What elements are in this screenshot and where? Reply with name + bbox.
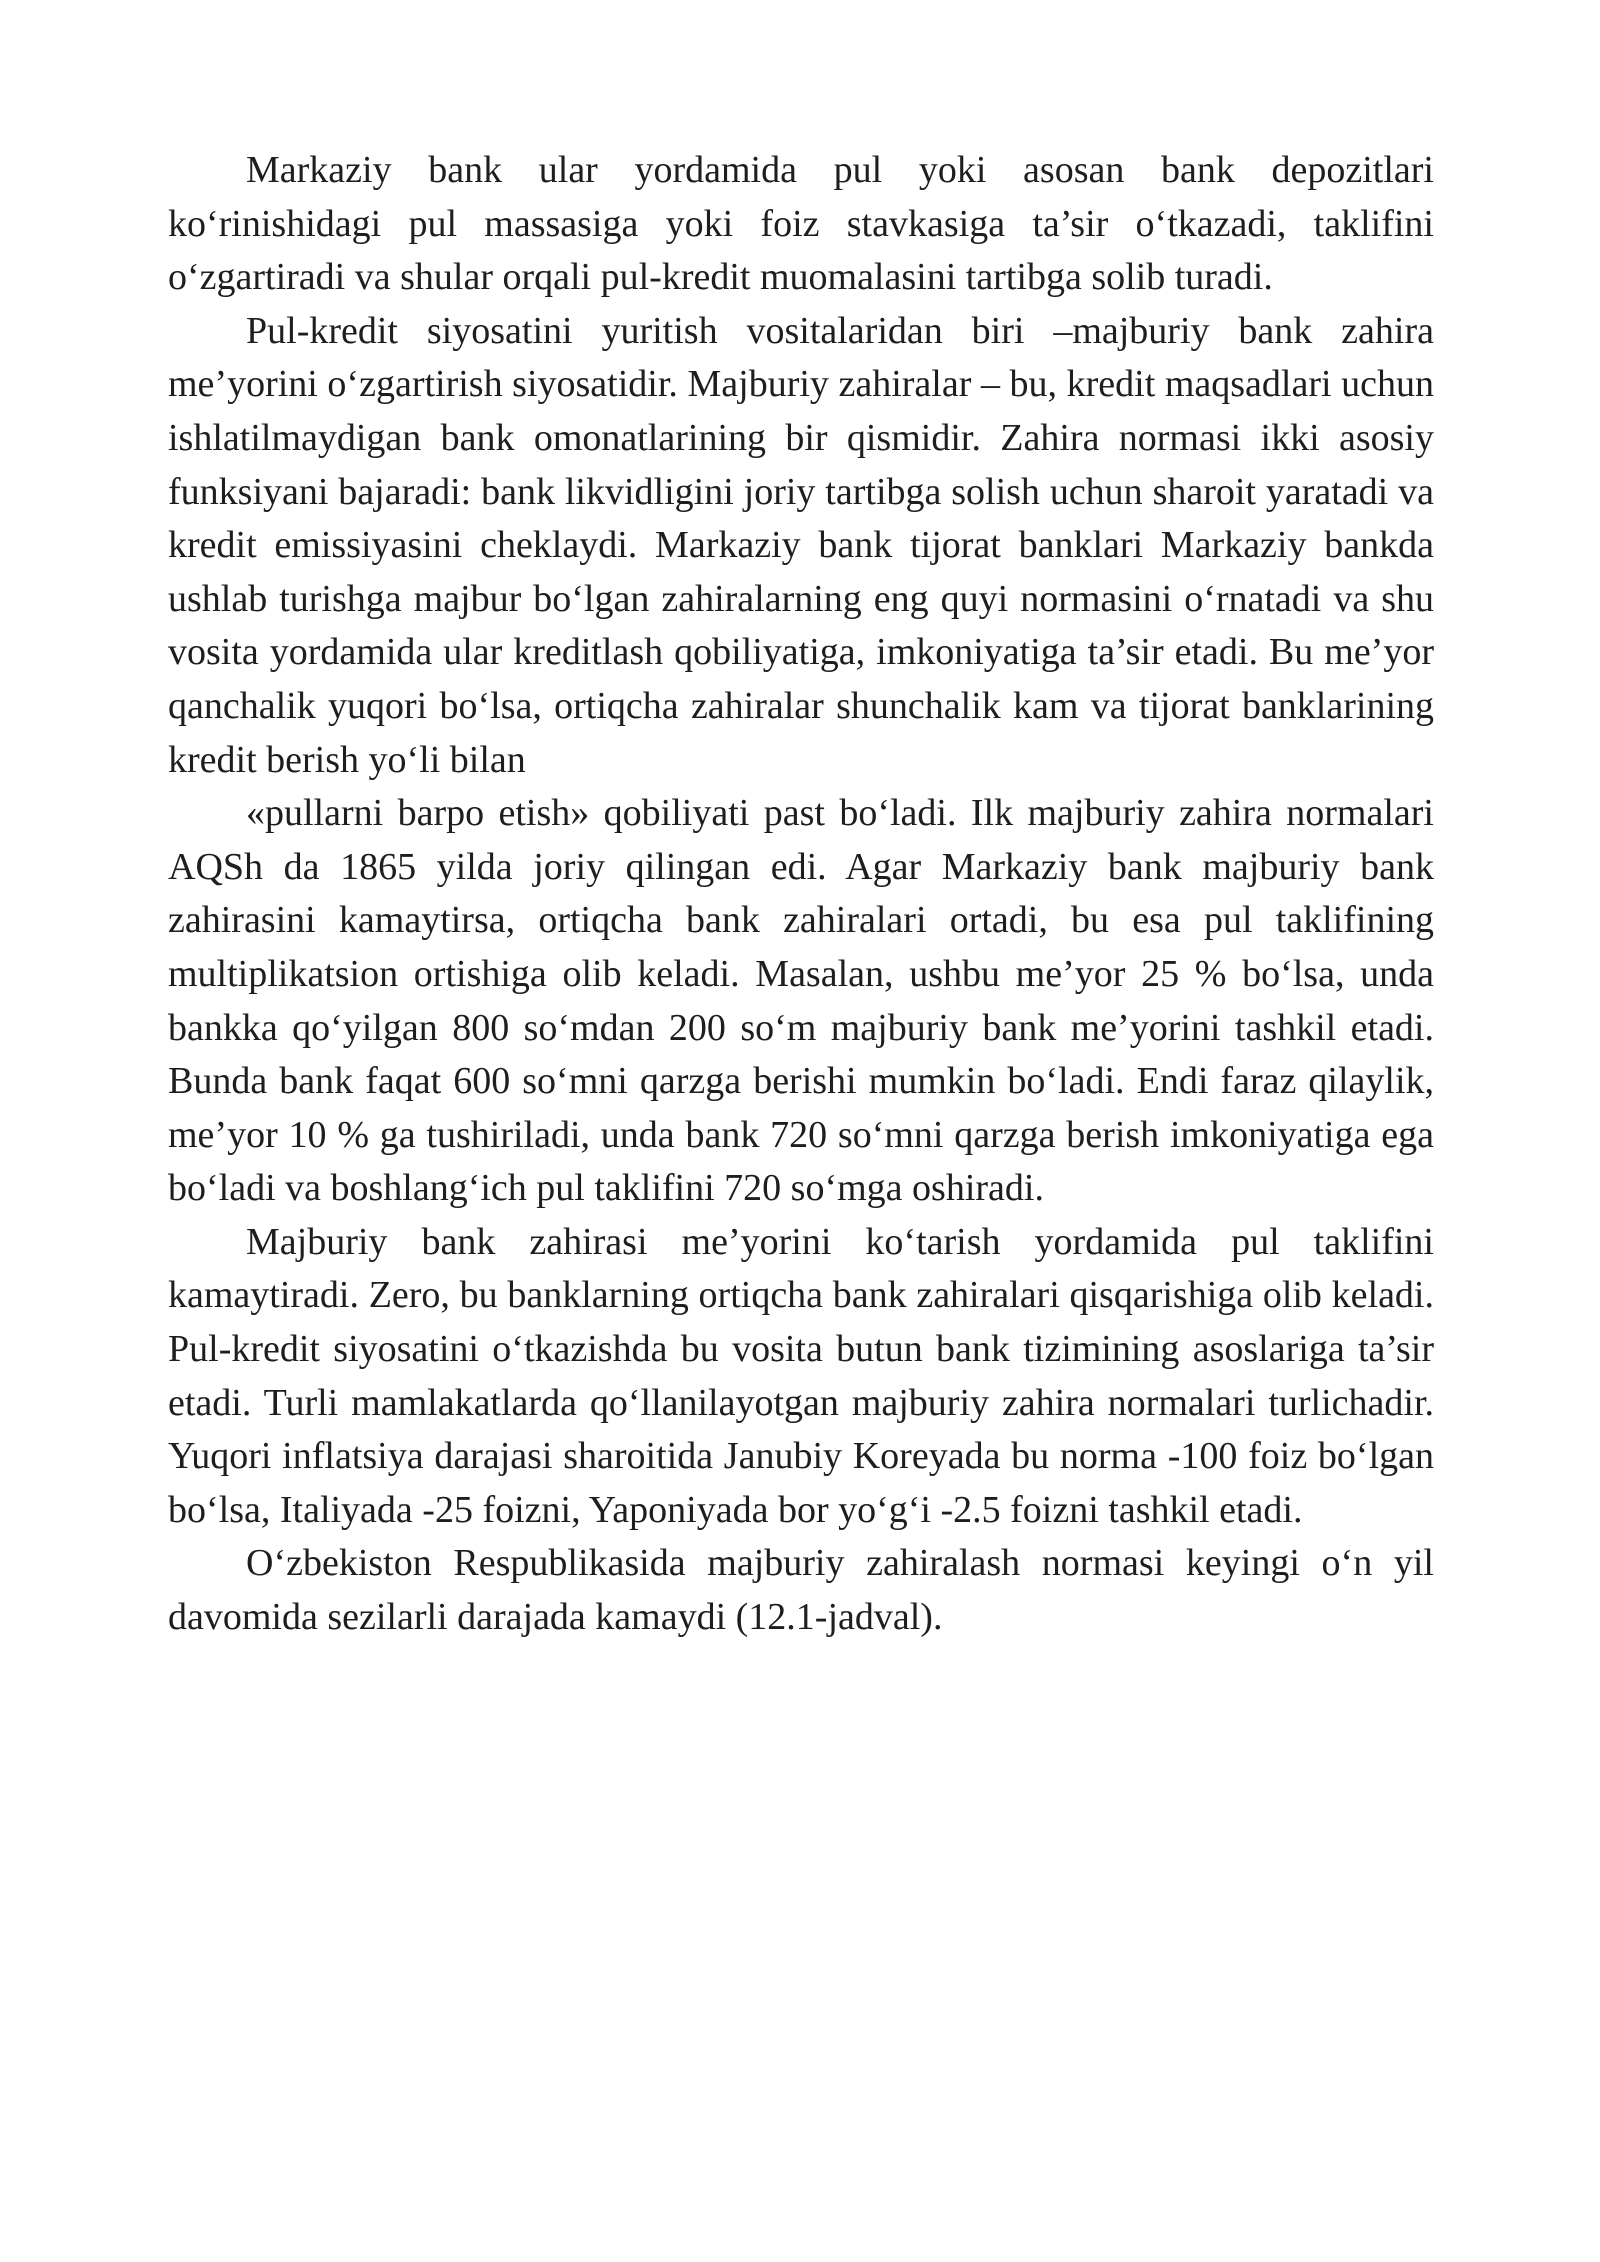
paragraph-1: Markaziy bank ular yordamida pul yoki asosan bank depozitlari ko‘rinishidagi pul massasiga yoki foiz stavkasiga ta’sir o‘tkazadi, taklifini o‘zgartiradi va shular orqali pul-kredit muomalasini tartibga solib turadi. <box>168 149 1434 299</box>
paragraph-2 <box>168 305 1434 1216</box>
paragraph-3: Majburiy bank zahirasi me’yorini ko‘tarish yordamida pul taklifini kamaytiradi. Zero, bu banklarning ortiqcha bank zahiralari qisqarishiga olib keladi. Pul-kredit siyosatini o‘tkazishda bu vosita butun bank tizimining asoslariga ta’sir etadi. Turli mamlakatlarda qo‘llanilayotgan majburiy zahira normalari turlichadir. Yuqori inflatsiya darajasi sharoitida Janubiy Koreyada bu norma -100 foiz bo‘lgan bo‘lsa, Italiyada -25 foizni, Yaponiyada bor yo‘g‘i -2.5 foizni tashkil etadi. <box>168 1220 1434 1531</box>
paragraph-2-text: Pul-kredit siyosatini yuritish vositalaridan biri –majburiy bank zahira me’yorini o‘zgartirish siyosatidir. Majburiy zahiralar – bu, kredit maqsadlari uchun ishlatilmaydigan bank omonatlarining bir qismidir. Zahira normasi ikki asosiy funksiyani bajaradi: bank likvidligini joriy tartibga solish uchun sharoit yaratadi va kredit emissiyasini cheklaydi. Markaziy bank tijorat banklari Markaziy bankda ushlab turishga majbur bo‘lgan zahiralarning eng quyi normasini o‘rnatadi va shu vosita yordamida ular kreditlash qobiliyatiga, imkoniyatiga ta’sir etadi. Bu me’yor qanchalik yuqori bo‘lsa, ortiqcha zahiralar shunchalik kam va tijorat banklarining kredit berish yo‘li bilan <box>168 309 1434 781</box>
paragraph-4: O‘zbekiston Respublikasida majburiy zahiralash normasi keyingi o‘n yil davomida sezilarli darajada kamaydi (12.1-jadval). <box>168 1542 1434 1639</box>
document-page <box>168 144 1434 1645</box>
paragraph-2-continuation: «pullarni barpo etish» qobiliyati past bo‘ladi. Ilk majburiy zahira normalari AQSh da 1865 yilda joriy qilingan edi. Agar Markaziy bank majburiy bank zahirasini kamaytirsa, ortiqcha bank zahiralari ortadi, bu esa pul taklifining multiplikatsion ortishiga olib keladi. Masalan, ushbu me’yor 25 % bo‘lsa, unda bankka qo‘yilgan 800 so‘mdan 200 so‘m majburiy bank me’yorini tashkil etadi. Bunda bank faqat 600 so‘mni qarzga berishi mumkin bo‘ladi. Endi faraz qilaylik, me’yor 10 % ga tushiriladi, unda bank 720 so‘mni qarzga berish imkoniyatiga ega bo‘ladi va boshlang‘ich pul taklifini 720 so‘mga oshiradi. <box>168 792 1434 1210</box>
